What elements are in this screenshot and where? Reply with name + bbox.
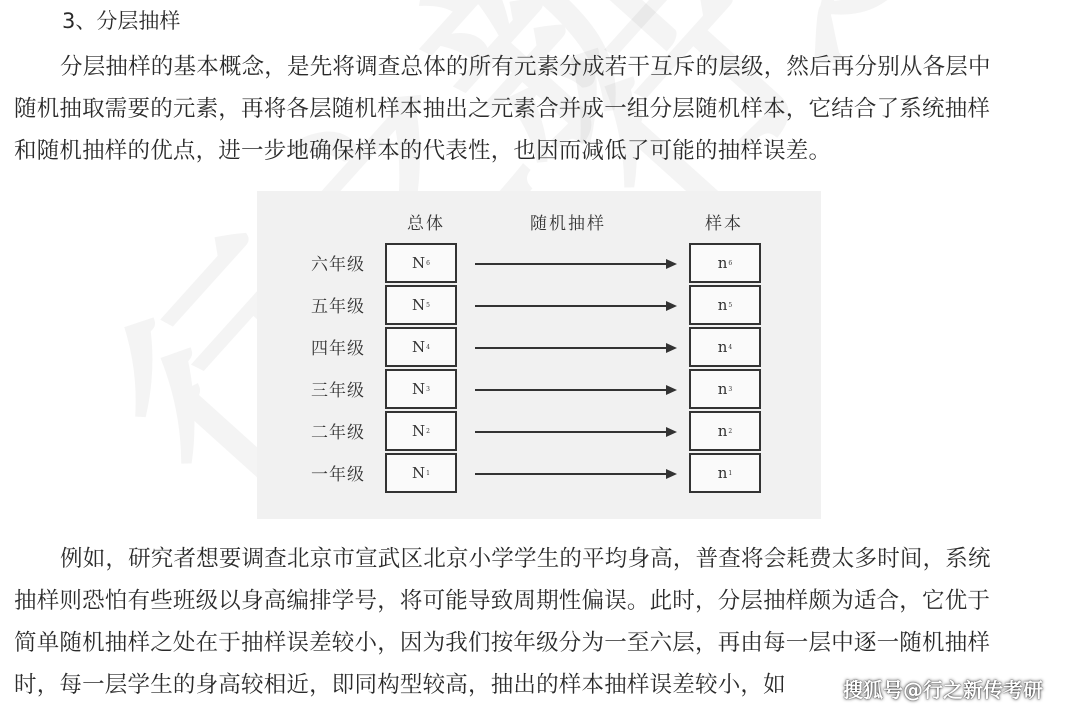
population-header: 总体 [407, 214, 445, 234]
sample-var: n [717, 422, 728, 440]
sample-sub: 3 [728, 385, 733, 393]
method-header: 随机抽样 [530, 214, 606, 234]
sample-var: n [717, 296, 728, 314]
arrow [475, 263, 667, 265]
sample-stratum-box [689, 369, 761, 409]
population-sub: 4 [426, 343, 430, 351]
population-sub: 1 [426, 469, 430, 477]
sample-stratum-box [689, 285, 761, 325]
sample-stratum-box [689, 453, 761, 493]
sample-sub: 5 [728, 301, 733, 309]
sample-var: n [717, 338, 728, 356]
sample-stratum-box [689, 243, 761, 283]
paragraph-line: 分层抽样的基本概念，是先将调查总体的所有元素分成若干互斥的层级，然后再分别从各层中 [60, 54, 991, 80]
grade-label: 二年级 [311, 423, 365, 443]
sample-stratum-box [689, 327, 761, 367]
population-stratum-box [385, 453, 457, 493]
grade-label: 四年级 [311, 339, 365, 359]
intro-paragraph [14, 46, 1070, 172]
sample-var: n [717, 254, 728, 272]
paragraph-line: 和随机抽样的优点，进一步地确保样本的代表性，也因而减低了可能的抽样误差。 [14, 138, 832, 164]
arrow [475, 305, 667, 307]
paragraph-line: 随机抽取需要的元素，再将各层随机样本抽出之元素合并成一组分层随机样本，它结合了系统抽样 [14, 96, 991, 122]
sample-stratum-box [689, 411, 761, 451]
grade-label: 五年级 [311, 297, 365, 317]
population-stratum-box [385, 411, 457, 451]
population-var: N [412, 338, 426, 356]
population-stratum-box [385, 369, 457, 409]
stratified-sampling-diagram [257, 191, 821, 519]
sample-header: 样本 [705, 214, 743, 234]
population-stratum-box [385, 285, 457, 325]
sample-sub: 2 [728, 427, 733, 435]
arrow [475, 347, 667, 349]
sample-sub: 4 [728, 343, 733, 351]
population-sub: 5 [426, 301, 430, 309]
paragraph-line: 抽样则恐怕有些班级以身高编排学号，将可能导致周期性偏误。此时，分层抽样颇为适合，它优于 [14, 588, 991, 614]
section-title: 3、分层抽样 [62, 9, 181, 33]
grade-label: 六年级 [311, 255, 365, 275]
grade-label: 三年级 [311, 381, 365, 401]
population-sub: 3 [426, 385, 430, 393]
population-stratum-box [385, 243, 457, 283]
arrow [475, 473, 667, 475]
population-sub: 2 [426, 427, 430, 435]
arrow [475, 389, 667, 391]
paragraph-line: 时，每一层学生的身高较相近，即同构型较高，抽出的样本抽样误差较小，如 [14, 672, 786, 698]
population-var: N [412, 296, 426, 314]
population-var: N [412, 254, 426, 272]
grade-label: 一年级 [311, 465, 365, 485]
population-var: N [412, 422, 426, 440]
population-var: N [412, 380, 426, 398]
paragraph-line: 简单随机抽样之处在于抽样误差较小，因为我们按年级分为一至六层，再由每一层中逐一随机抽样 [14, 630, 991, 656]
population-stratum-box [385, 327, 457, 367]
population-sub: 6 [426, 259, 430, 267]
sample-sub: 6 [728, 259, 733, 267]
sample-sub: 1 [728, 469, 733, 477]
sample-var: n [717, 464, 728, 482]
population-var: N [412, 464, 426, 482]
arrow [475, 431, 667, 433]
paragraph-line: 例如，研究者想要调查北京市宣武区北京小学学生的平均身高，普查将会耗费太多时间，系统 [60, 546, 991, 572]
source-credit: 搜狐号@行之新传考研 [843, 678, 1043, 702]
sample-var: n [717, 380, 728, 398]
